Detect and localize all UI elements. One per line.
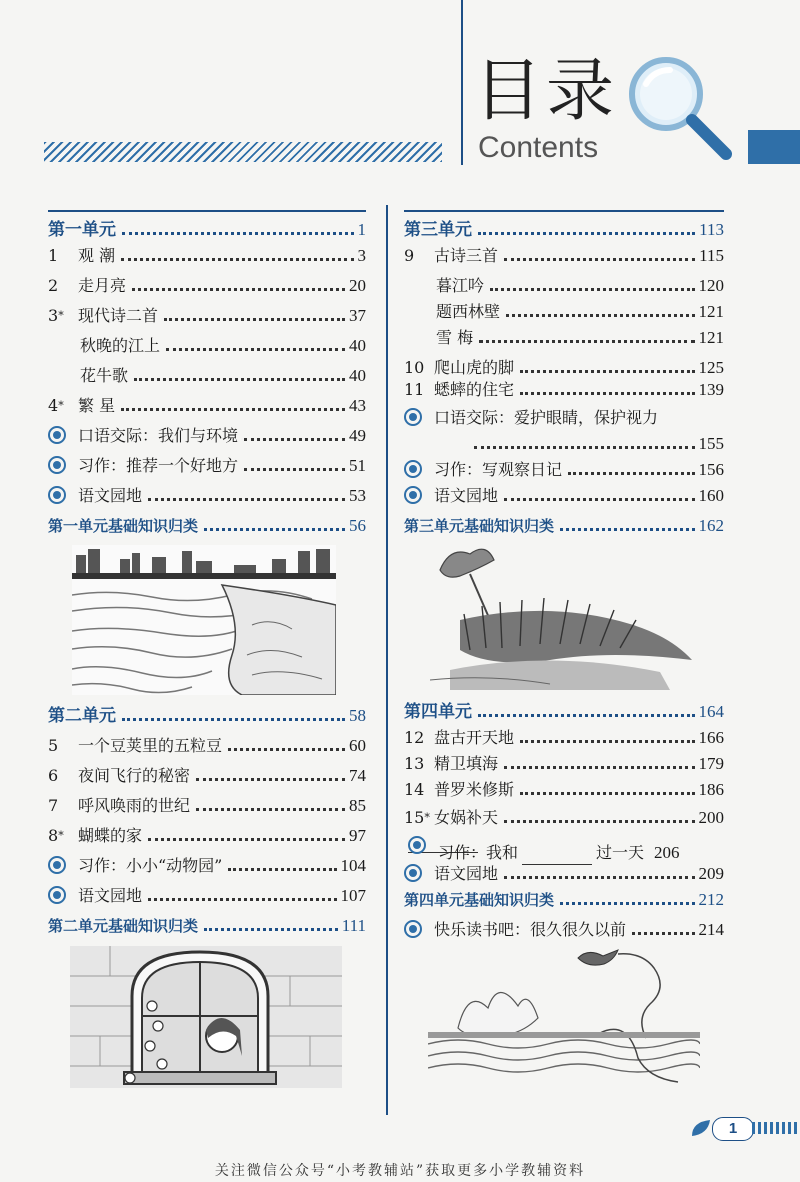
- dot-leader: [132, 288, 345, 291]
- dot-leader: [504, 820, 694, 823]
- toc-entry: [48, 914, 366, 938]
- optional-star: *: [58, 399, 64, 412]
- dot-leader: [506, 314, 694, 317]
- window-girl-illustration: [70, 946, 342, 1088]
- toc-entry-page: 164: [698, 702, 724, 721]
- toc-entry-number: 6: [48, 766, 59, 785]
- toc-entry: [404, 356, 724, 380]
- toc-entry-title: 蝴蝶的家: [78, 826, 143, 845]
- circle-bullet-icon: [404, 864, 422, 882]
- toc-top-rule: [404, 210, 724, 212]
- dot-leader: [122, 232, 354, 235]
- toc-entry: [404, 726, 724, 750]
- toc-entry-page: 155: [698, 434, 724, 453]
- toc-entry-title: 爬山虎的脚: [434, 358, 515, 377]
- toc-entry-number: 9: [404, 246, 415, 265]
- toc-entry-title: 语文园地: [434, 486, 499, 505]
- magnifier-icon: [618, 50, 738, 170]
- toc-entry-title: 普罗米修斯: [434, 780, 515, 799]
- toc-entry-number: 3*: [48, 306, 64, 325]
- toc-entry-page: 3: [357, 246, 366, 265]
- dot-leader: [474, 446, 695, 449]
- toc-entry-page: 162: [698, 516, 724, 535]
- dot-leader: [504, 498, 694, 501]
- toc-entry: [404, 378, 724, 402]
- toc-entry-number: 1: [48, 246, 59, 265]
- toc-entry: [404, 406, 724, 430]
- header-blue-block: [748, 130, 800, 164]
- toc-entry-page: 53: [349, 486, 366, 505]
- toc-entry-page: 49: [349, 426, 366, 445]
- toc-entry: [404, 700, 724, 724]
- header-hatch-band: [44, 142, 442, 162]
- dot-leader: [164, 318, 345, 321]
- toc-entry-page: 115: [699, 246, 724, 265]
- toc-entry-title: 语文园地: [434, 864, 499, 883]
- toc-entry-number: 12: [404, 728, 425, 747]
- dot-leader: [228, 748, 345, 751]
- toc-entry: [404, 514, 724, 538]
- dot-leader: [520, 392, 694, 395]
- toc-entry: [48, 424, 366, 448]
- page-title: 目录: [474, 52, 619, 131]
- toc-entry-title: 习作：写观察日记: [434, 460, 563, 479]
- toc-entry-title: 语文园地: [78, 486, 143, 505]
- toc-entry: [408, 836, 680, 862]
- toc-entry-page: 20: [349, 276, 366, 295]
- toc-entry-number: 14: [404, 780, 425, 799]
- dot-leader: [490, 288, 694, 291]
- toc-entry-title: 雪 梅: [436, 328, 474, 347]
- circle-bullet-icon: [48, 456, 66, 474]
- circle-bullet-icon: [48, 886, 66, 904]
- dot-leader: [560, 902, 694, 905]
- toc-entry-page: 111: [341, 916, 366, 935]
- toc-entry-number: 2: [48, 276, 59, 295]
- toc-entry-page: 214: [698, 920, 724, 939]
- dot-leader: [121, 408, 345, 411]
- toc-entry: [48, 218, 366, 242]
- page-subtitle: Contents: [478, 131, 599, 164]
- toc-entry-title: 繁 星: [78, 396, 116, 415]
- toc-entry-page: 56: [349, 516, 366, 535]
- toc-entry: [48, 394, 366, 418]
- toc-entry: [404, 484, 724, 508]
- toc-entry-page: 40: [349, 336, 366, 355]
- toc-entry-page: 113: [699, 220, 724, 239]
- toc-entry-title: 口语交际：我们与环境: [78, 426, 239, 445]
- circle-bullet-icon: [408, 836, 426, 854]
- toc-entry-number: 10: [404, 358, 425, 377]
- circle-bullet-icon: [404, 408, 422, 426]
- toc-entry-page: 206: [654, 843, 680, 862]
- circle-bullet-icon: [48, 486, 66, 504]
- toc-entry: [404, 218, 724, 242]
- toc-entry: [404, 244, 724, 268]
- toc-entry-page: 37: [349, 306, 366, 325]
- toc-entry-title: 语文园地: [78, 886, 143, 905]
- dot-leader: [478, 714, 695, 717]
- dot-leader: [504, 876, 694, 879]
- toc-entry-page: 212: [698, 890, 724, 909]
- dot-leader: [479, 340, 694, 343]
- toc-entry-page: 85: [349, 796, 366, 815]
- toc-entry-page: 121: [698, 302, 724, 321]
- dot-leader: [504, 766, 694, 769]
- toc-top-rule: [48, 210, 366, 212]
- dot-leader: [504, 258, 695, 261]
- circle-bullet-icon: [48, 856, 66, 874]
- toc-entry-title: 习作：我和: [438, 843, 519, 862]
- toc-entry-title: 呼风唤雨的世纪: [78, 796, 191, 815]
- toc-entry-page: 43: [349, 396, 366, 415]
- toc-entry: [48, 734, 366, 758]
- leaf-icon: [690, 1118, 714, 1138]
- toc-entry-title: 题西林壁: [436, 302, 501, 321]
- dot-leader: [478, 232, 695, 235]
- toc-entry-title: 夜间飞行的秘密: [78, 766, 191, 785]
- circle-bullet-icon: [404, 460, 422, 478]
- toc-entry-page: 120: [698, 276, 724, 295]
- toc-entry: [48, 274, 366, 298]
- sea-bird-illustration: [428, 948, 700, 1088]
- toc-entry: [48, 364, 366, 388]
- optional-star: *: [58, 309, 64, 322]
- toc-entry-title: 快乐读书吧：很久很久以前: [434, 920, 627, 939]
- toc-entry: [404, 300, 724, 324]
- toc-entry: [48, 764, 366, 788]
- header-vertical-rule: [461, 0, 463, 165]
- toc-entry-page: 51: [349, 456, 366, 475]
- dot-leader: [148, 838, 345, 841]
- toc-entry: [48, 794, 366, 818]
- toc-entry: [48, 334, 366, 358]
- toc-entry: [404, 918, 724, 942]
- toc-entry-page: 104: [340, 856, 366, 875]
- toc-entry: [404, 806, 724, 830]
- toc-entry-title: 观 潮: [78, 246, 116, 265]
- dot-leader: [632, 932, 694, 935]
- dot-leader: [134, 378, 345, 381]
- toc-entry-page: 179: [698, 754, 724, 773]
- toc-entry-number: 11: [404, 380, 425, 399]
- toc-entry-title: 一个豆荚里的五粒豆: [78, 736, 223, 755]
- dot-leader: [166, 348, 345, 351]
- toc-entry-number: 7: [48, 796, 59, 815]
- toc-entry-title: 第一单元: [48, 220, 116, 240]
- toc-entry-page: 125: [698, 358, 724, 377]
- toc-entry: [404, 752, 724, 776]
- toc-entry-title: 古诗三首: [434, 246, 499, 265]
- toc-entry-title: 第三单元: [404, 220, 472, 240]
- dot-leader: [196, 808, 345, 811]
- toc-entry: [404, 432, 724, 456]
- circle-bullet-icon: [404, 920, 422, 938]
- dot-leader: [520, 740, 694, 743]
- optional-star: *: [58, 829, 64, 842]
- dot-leader: [244, 468, 345, 471]
- dot-leader: [204, 928, 338, 931]
- toc-entry-title: 第二单元: [48, 706, 116, 726]
- toc-entry: [404, 888, 724, 912]
- toc-entry-title: 盘古开天地: [434, 728, 515, 747]
- toc-entry-title: 精卫填海: [434, 754, 499, 773]
- toc-entry: [48, 244, 366, 268]
- column-divider: [386, 205, 388, 1115]
- toc-entry-title: 第二单元基础知识归类: [48, 917, 199, 935]
- toc-entry-title: 第四单元基础知识归类: [404, 891, 555, 909]
- toc-entry-title: 口语交际：爱护眼睛，保护视力: [434, 408, 659, 427]
- toc-entry-page: 60: [349, 736, 366, 755]
- toc-entry: [404, 862, 724, 886]
- toc-entry-page: 107: [340, 886, 366, 905]
- toc-entry-title: 第一单元基础知识归类: [48, 517, 199, 535]
- tide-illustration: [72, 545, 336, 695]
- toc-entry: [48, 304, 366, 328]
- toc-entry-title: 现代诗二首: [78, 306, 159, 325]
- toc-entry: [404, 274, 724, 298]
- toc-entry-page: 200: [698, 808, 724, 827]
- toc-entry-title: 习作：小小“动物园”: [78, 856, 223, 875]
- dot-leader: [560, 528, 694, 531]
- dot-leader: [148, 898, 336, 901]
- dot-leader: [204, 528, 345, 531]
- toc-entry-page: 121: [698, 328, 724, 347]
- toc-entry-number: 15*: [404, 808, 430, 827]
- toc-entry-page: 58: [349, 706, 366, 725]
- toc-entry: [48, 484, 366, 508]
- toc-entry: [48, 824, 366, 848]
- toc-entry-page: 160: [698, 486, 724, 505]
- page-number: 1: [712, 1117, 754, 1141]
- toc-entry-number: 13: [404, 754, 425, 773]
- toc-entry-title: 第四单元: [404, 702, 472, 722]
- optional-star: *: [424, 811, 430, 824]
- toc-entry-title: 走月亮: [78, 276, 127, 295]
- toc-entry: [48, 854, 366, 878]
- dot-leader: [568, 472, 694, 475]
- toc-entry-page: 97: [349, 826, 366, 845]
- toc-entry-title: 女娲补天: [434, 808, 499, 827]
- toc-entry-title: 秋晚的江上: [80, 336, 161, 355]
- dot-leader: [520, 792, 694, 795]
- toc-entry: [404, 326, 724, 350]
- toc-entry-title: 暮江吟: [436, 276, 485, 295]
- toc-entry: [48, 454, 366, 478]
- toc-entry-title: 习作：推荐一个好地方: [78, 456, 239, 475]
- dot-leader: [228, 868, 336, 871]
- toc-entry-title: 花牛歌: [80, 366, 129, 385]
- toc-entry-number: 5: [48, 736, 59, 755]
- toc-entry-page: 40: [349, 366, 366, 385]
- dot-leader: [520, 370, 694, 373]
- toc-entry-page: 74: [349, 766, 366, 785]
- circle-bullet-icon: [48, 426, 66, 444]
- toc-entry-title-tail: 过一天: [596, 843, 645, 862]
- toc-entry: [48, 704, 366, 728]
- toc-entry-title: 蟋蟀的住宅: [434, 380, 515, 399]
- toc-entry-page: 186: [698, 780, 724, 799]
- dot-leader: [121, 258, 353, 261]
- toc-entry: [404, 458, 724, 482]
- circle-bullet-icon: [404, 486, 422, 504]
- toc-entry: [48, 884, 366, 908]
- dot-leader: [196, 778, 345, 781]
- toc-entry-number: 4*: [48, 396, 64, 415]
- toc-entry-page: 209: [698, 864, 724, 883]
- reeds-illustration: [430, 540, 700, 690]
- toc-entry-page: 166: [698, 728, 724, 747]
- toc-entry: [404, 778, 724, 802]
- dot-leader: [148, 498, 345, 501]
- toc-entry-page: 139: [698, 380, 724, 399]
- dot-leader: [122, 718, 345, 721]
- footer-note: 关注微信公众号“小考教辅站”获取更多小学教辅资料: [214, 1163, 586, 1179]
- toc-entry-page: 156: [698, 460, 724, 479]
- toc-entry-page: 1: [357, 220, 366, 239]
- toc-entry-title: 第三单元基础知识归类: [404, 517, 555, 535]
- page-number-bar: [752, 1122, 800, 1134]
- dot-leader: [244, 438, 345, 441]
- toc-entry-number: 8*: [48, 826, 64, 845]
- toc-entry: [48, 514, 366, 538]
